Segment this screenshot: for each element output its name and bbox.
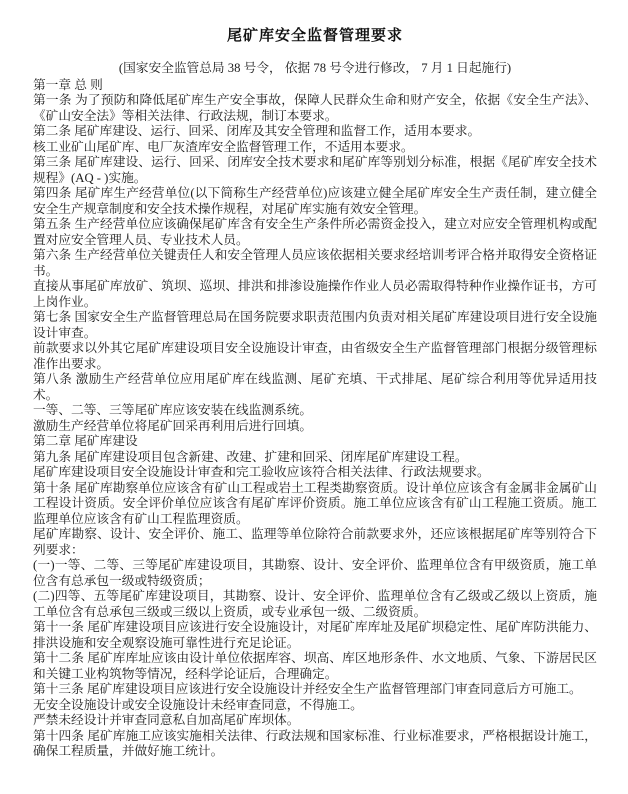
paragraph: 第九条 尾矿库建设项目包含新建、改建、扩建和回采、闭库尾矿库建设工程。 — [33, 449, 468, 464]
paragraph: 激励生产经营单位将尾矿回采再利用后进行回填。 — [33, 418, 313, 433]
paragraph: 第一条 为了预防和降低尾矿库生产安全事故，保障人民群众生命和财产安全，依据《安全生产法》、《矿山安全法》等相关法律、行政法规，制订本要求。 — [33, 93, 597, 123]
paragraph: 第十二条 尾矿库库址应该由设计单位依据库容、坝高、库区地形条件、水文地质、气象、下游居民区和关键工业构筑物等情况，经科学论证后，合理确定。 — [33, 651, 597, 681]
paragraph: 第八条 激励生产经营单位应用尾矿库在线监测、尾矿充填、干式排尾、尾矿综合利用等优异适用技术。 — [33, 372, 597, 402]
paragraph: 尾矿库建设项目安全设施设计审查和完工验收应该符合相关法律、行政法规要求。 — [33, 465, 490, 479]
paragraph: 前款要求以外其它尾矿库建设项目安全设施设计审查，由省级安全生产监督管理部门根据分级管理标准作出要求。 — [33, 341, 597, 371]
document-title: 尾矿库安全监督管理要求 — [226, 28, 403, 44]
paragraph: 第二条 尾矿库建设、运行、回采、闭库及其安全管理和监督工作，适用本要求。 — [33, 124, 481, 138]
paragraph: 第十一条 尾矿库建设项目应该进行安全设施设计，对尾矿库库址及尾矿坝稳定性、尾矿库防洪能力、排洪设施和安全观察设施可靠性进行充足论证。 — [33, 620, 597, 650]
paragraph: 第三条 尾矿库建设、运行、回采、闭库安全技术要求和尾矿库等别划分标准，根据《尾矿库安全技术规程》(AQ - )实施。 — [33, 155, 597, 185]
paragraph: 第七条 国家安全生产监督管理总局在国务院要求职责范围内负责对相关尾矿库建设项目进行安全设施设计审查。 — [33, 310, 597, 340]
document-subtitle: (国家安全监管总局 38 号令， 依据 78 号令进行修改， 7 月 1 日起施行) — [118, 61, 512, 75]
paragraph: 严禁未经设计并审查同意私自加高尾矿库坝体。 — [33, 713, 300, 727]
paragraph: (一)一等、二等、三等尾矿库建设项目，其勘察、设计、安全评价、监理单位含有甲级资质，施工单位含有总承包一级或特级资质； — [33, 558, 597, 588]
paragraph: (二)四等、五等尾矿库建设项目，其勘察、设计、安全评价、监理单位含有乙级或乙级以上资质，施工单位含有总承包三级或三级以上资质，或专业承包一级、二级资质。 — [33, 589, 597, 619]
paragraph: 第十三条 尾矿库建设项目应该进行安全设施设计并经安全生产监督管理部门审查同意后方可施工。 — [33, 682, 582, 696]
paragraph: 第五条 生产经营单位应该确保尾矿库含有安全生产条件所必需资金投入，建立对应安全管理机构或配置对应安全管理人员、专业技术人员。 — [33, 217, 597, 247]
paragraph: 无安全设施设计或安全设施设计未经审查同意，不得施工。 — [33, 697, 363, 712]
paragraph: 第十四条 尾矿库施工应该实施相关法律、行政法规和国家标准、行业标准要求，严格根据设计施工，确保工程质量，并做好施工统计。 — [33, 728, 597, 758]
paragraph: 一等、二等、三等尾矿库应该安装在线监测系统。 — [33, 403, 313, 417]
paragraph: 第十条 尾矿库勘察单位应该含有矿山工程或岩土工程类勘察资质。设计单位应该含有金属非金属矿山工程设计资质。安全评价单位应该含有尾矿库评价资质。施工单位应该含有矿山工程施工资质。施工监理单位应该含有矿山工程监理资质。 — [33, 480, 597, 526]
paragraph: 尾矿库勘察、设计、安全评价、施工、监理等单位除符合前款要求外，还应该根据尾矿库等别符合下列要求： — [33, 527, 597, 557]
paragraph: 直接从事尾矿库放矿、筑坝、巡坝、排洪和排渗设施操作作业人员必需取得特种作业操作证书，方可上岗作业。 — [33, 279, 597, 309]
document-body — [33, 78, 597, 760]
paragraph: 核工业矿山尾矿库、电厂灰渣库安全监督管理工作，不适用本要求。 — [33, 139, 414, 154]
chapter-heading: 第一章 总 则 — [33, 77, 103, 92]
paragraph: 第四条 尾矿库生产经营单位(以下简称生产经营单位)应该建立健全尾矿库安全生产责任制，建立健全安全生产规章制度和安全技术操作规程，对尾矿库实施有效安全管理。 — [33, 186, 597, 216]
chapter-heading: 第二章 尾矿库建设 — [33, 434, 138, 448]
paragraph: 第六条 生产经营单位关键责任人和安全管理人员应该依据相关要求经培训考评合格并取得安全资格证书。 — [33, 248, 597, 278]
